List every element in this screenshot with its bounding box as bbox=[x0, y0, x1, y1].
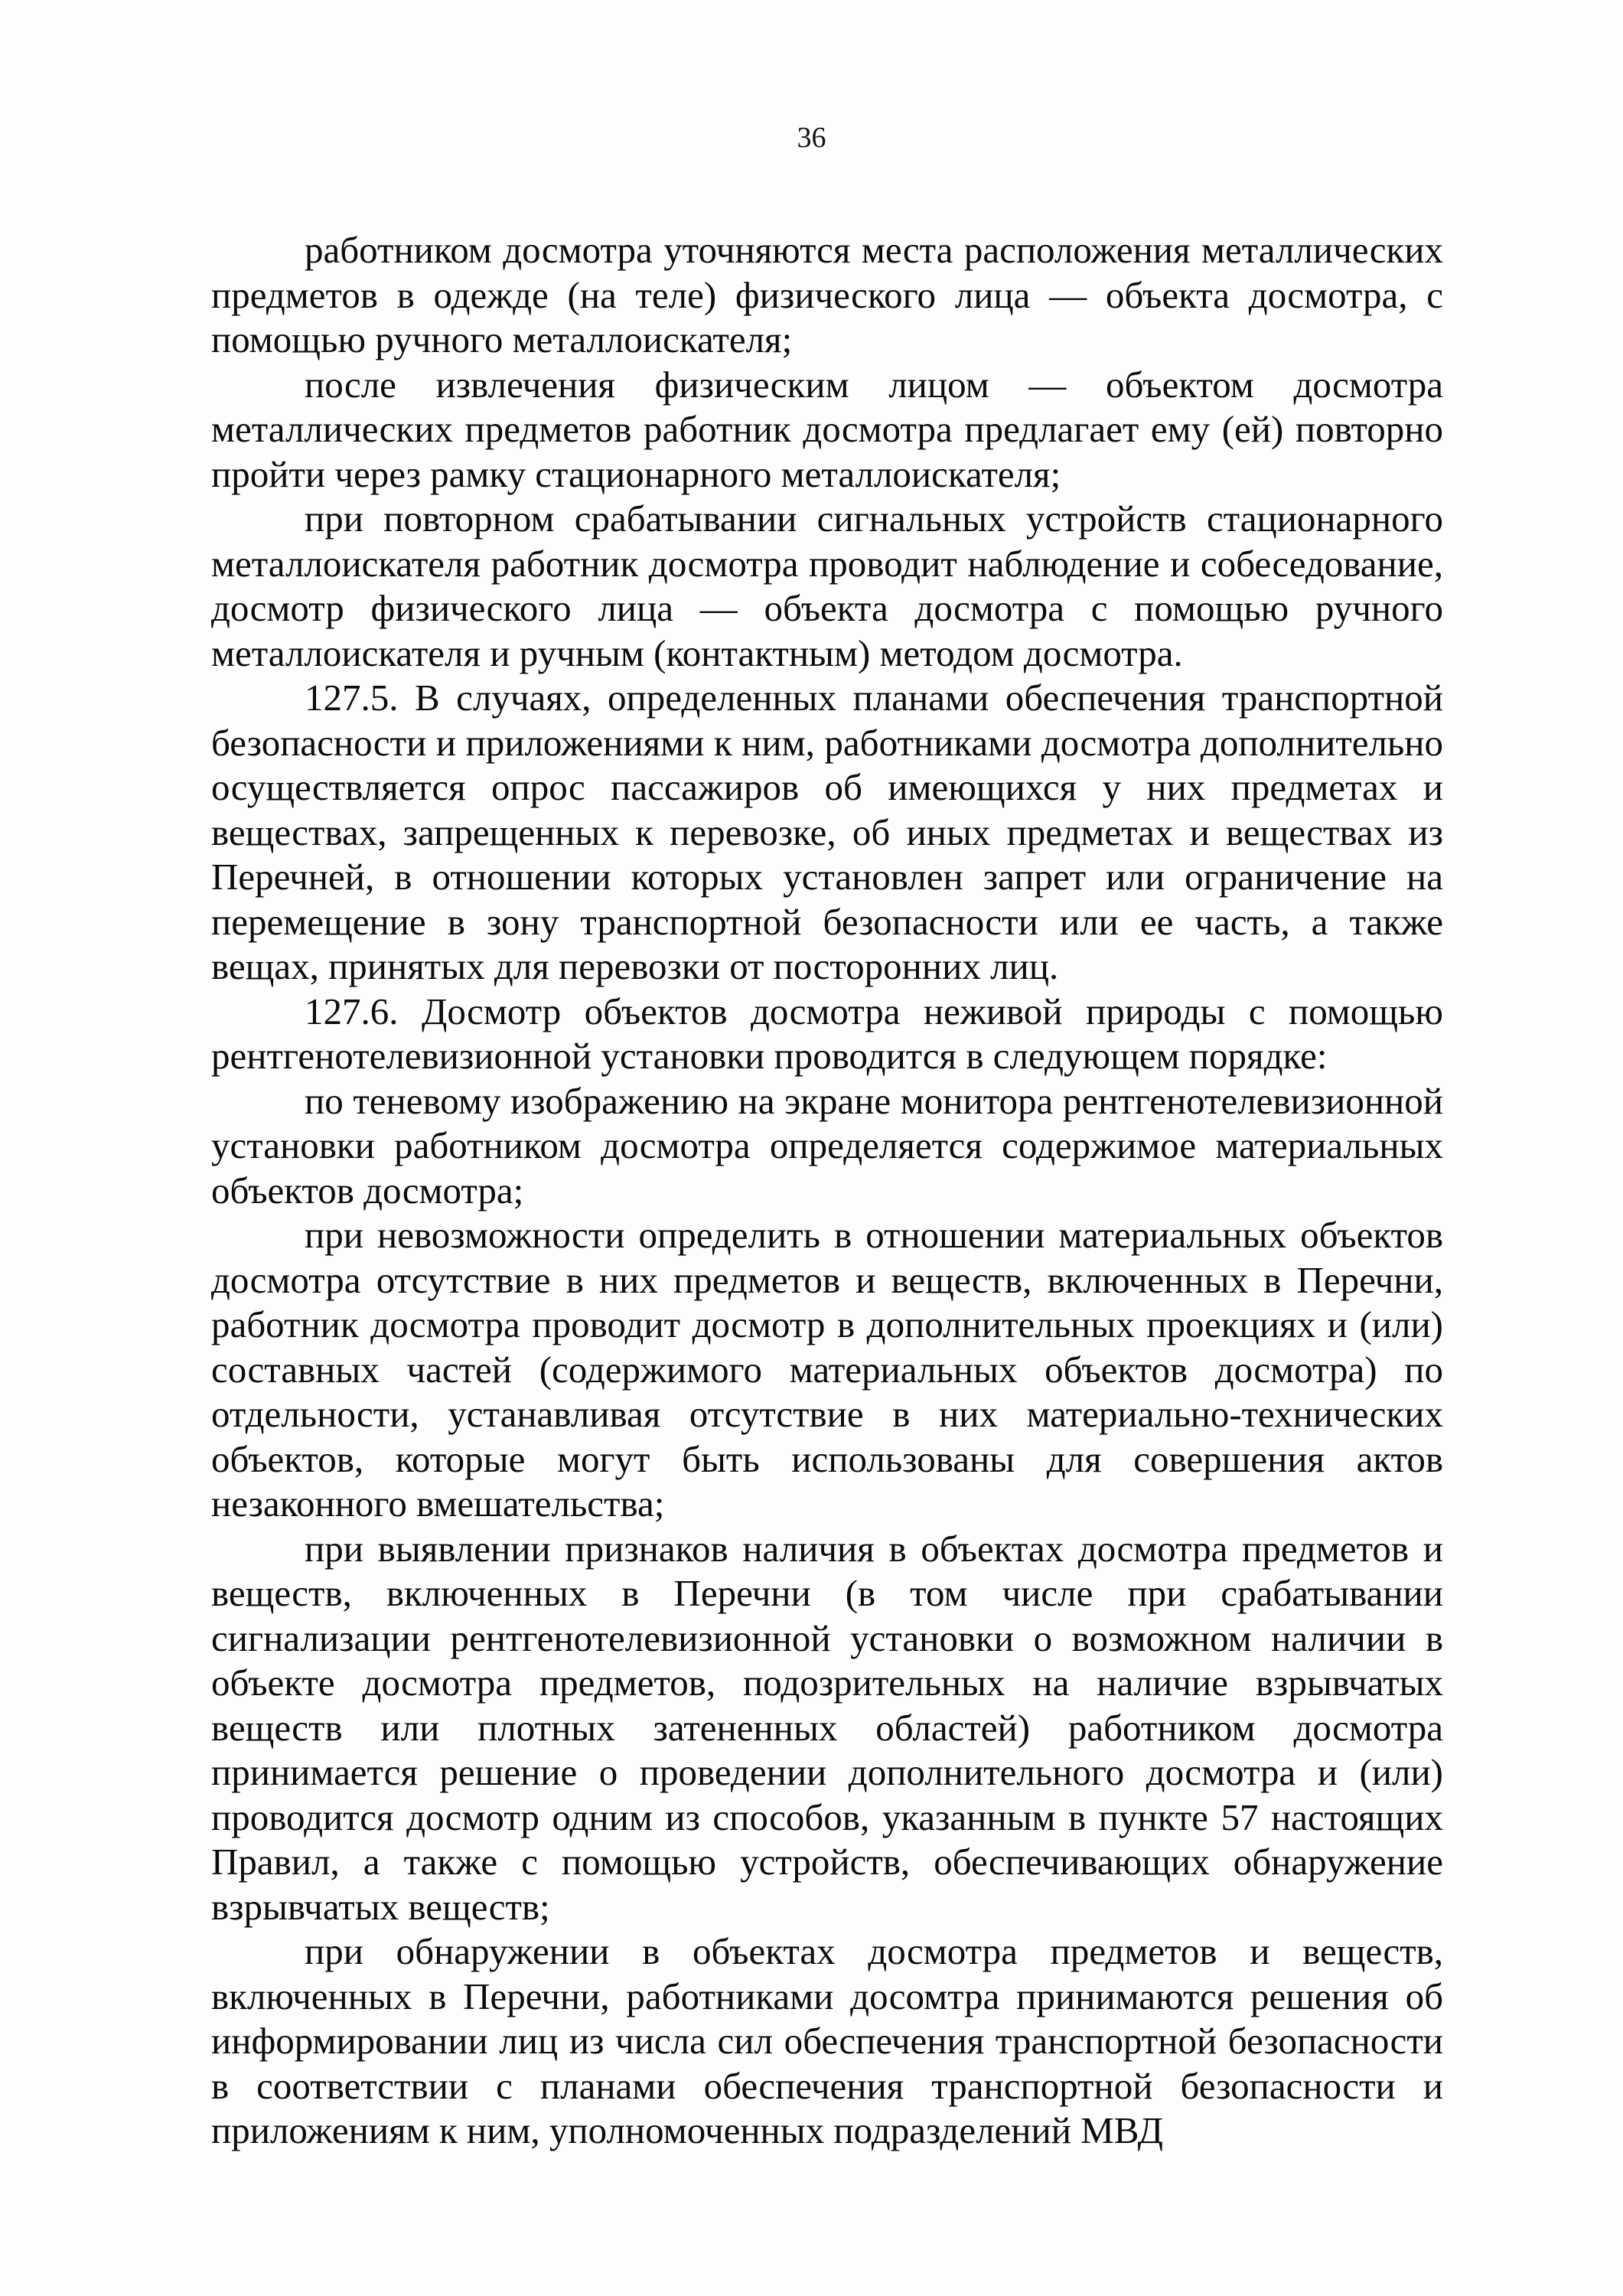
paragraph-2: после извлечения физическим лицом — объектом досмотра металлических предметов работник досмотра предлагает ему (ей) повторно пройти через рамку стационарного металлоискателя; bbox=[211, 363, 1443, 495]
page-number: 36 bbox=[797, 122, 826, 154]
paragraph-3: при повторном срабатывании сигнальных устройств стационарного металлоискателя работник досмотра проводит наблюдение и собеседование, досмотр физического лица — объекта досмотра с помощью ручного металлоискателя и ручным (контактным) методом досмотра. bbox=[211, 497, 1443, 674]
body-text bbox=[211, 228, 1443, 2154]
paragraph-8: при выявлении признаков наличия в объектах досмотра предметов и веществ, включенных в Перечни (в том числе при срабатывании сигнализации рентгенотелевизионной установки о возможном наличии в объекте досмотра предметов, подозрительных на наличие взрывчатых веществ или плотных затененных областей) работником досмотра принимается решение о проведении дополнительного досмотра и (или) проводится досмотр одним из способов, указанным в пункте 57 настоящих Правил, а также с помощью устройств, обеспечивающих обнаружение взрывчатых веществ; bbox=[211, 1527, 1443, 1928]
paragraph-7: при невозможности определить в отношении материальных объектов досмотра отсутствие в них предметов и веществ, включенных в Перечни, работник досмотра проводит досмотр в дополнительных проекциях и (или) составных частей (содержимого материальных объектов досмотра) по отдельности, устанавливая отсутствие в них материально-технических объектов, которые могут быть использованы для совершения актов незаконного вмешательства; bbox=[211, 1214, 1443, 1525]
paragraph-127-5: 127.5. В случаях, определенных планами обеспечения транспортной безопасности и приложениями к ним, работниками досмотра дополнительно осуществляется опрос пассажиров об имеющихся у них предметах и веществах, запрещенных к перевозке, об иных предметах и веществах из Перечней, в отношении которых установлен запрет или ограничение на перемещение в зону транспортной безопасности или ее часть, а также вещах, принятых для перевозки от посторонних лиц. bbox=[211, 677, 1443, 987]
paragraph-1: работником досмотра уточняются места расположения металлических предметов в одежде (на теле) физического лица — объекта досмотра, с помощью ручного металлоискателя; bbox=[211, 229, 1443, 360]
paragraph-127-6: 127.6. Досмотр объектов досмотра неживой природы с помощью рентгенотелевизионной установки проводится в следующем порядке: bbox=[211, 990, 1443, 1077]
paragraph-6: по теневому изображению на экране монитора рентгенотелевизионной установки работником досмотра определяется содержимое материальных объектов досмотра; bbox=[211, 1079, 1443, 1212]
paragraph-9: при обнаружении в объектах досмотра предметов и веществ, включенных в Перечни, работниками досомтра принимаются решения об информировании лиц из числа сил обеспечения транспортной безопасности в соответствии с планами обеспечения транспортной безопасности и приложениям к ним, уполномоченных подразделений МВД bbox=[211, 1930, 1443, 2151]
